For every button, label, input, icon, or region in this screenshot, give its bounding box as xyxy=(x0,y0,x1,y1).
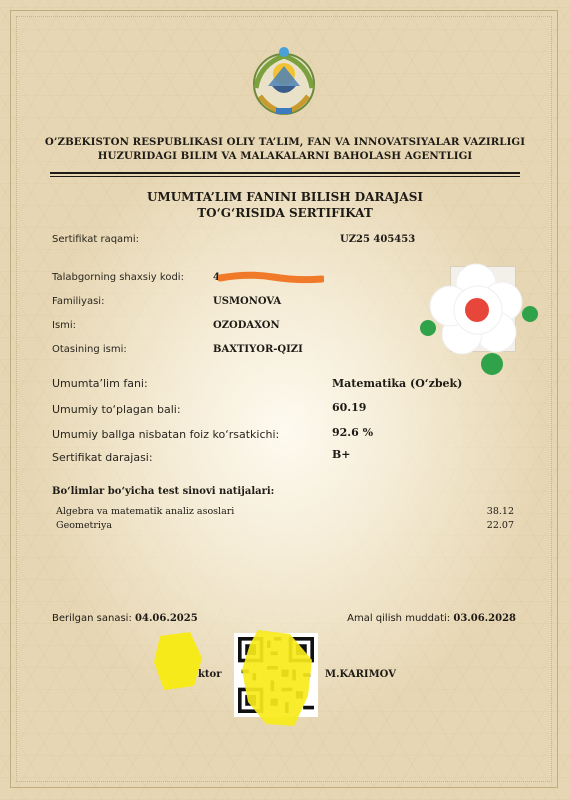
patronymic-label: Otasining ismi: xyxy=(52,344,127,355)
certificate-number-label: Sertifikat raqami: xyxy=(52,234,140,245)
total-score-value: 60.19 xyxy=(332,401,367,414)
section-row xyxy=(56,520,514,531)
section-row xyxy=(56,506,514,517)
header-divider-thick xyxy=(50,172,520,174)
surname-label: Familiyasi: xyxy=(52,296,105,307)
personal-code-value: 4 xyxy=(213,272,220,283)
validity-date xyxy=(347,613,516,624)
patronymic-value: BAXTIYOR-QIZI xyxy=(213,344,303,355)
percentage-label: Umumiy ballga nisbatan foiz ko‘rsatkichi: xyxy=(52,428,280,441)
sections-heading: Bo‘limlar bo‘yicha test sinovi natijalari: xyxy=(52,486,275,497)
header-divider-thin xyxy=(50,176,520,177)
issue-date-label: Berilgan sanasi: xyxy=(52,613,132,624)
certificate-grade-value: B+ xyxy=(332,448,351,461)
issue-date-value: 04.06.2025 xyxy=(135,613,198,624)
personal-code-label: Talabgorning shaxsiy kodi: xyxy=(52,272,184,283)
director-name: M.KARIMOV xyxy=(325,669,396,680)
state-emblem-icon xyxy=(246,44,322,120)
ministry-name-line2: HUZURIDAGI BILIM VA MALAKALARNI BAHOLASH AGENTLIGI xyxy=(97,150,473,162)
validity-date-value: 03.06.2028 xyxy=(453,613,516,624)
signature-redaction xyxy=(150,628,206,694)
certificate-grade-label: Sertifikat darajasi: xyxy=(52,451,153,464)
qr-redaction xyxy=(238,626,318,730)
subject-label: Umumta’lim fani: xyxy=(52,377,148,390)
director-label: ktor xyxy=(198,669,222,680)
flower-sticker-icon xyxy=(416,262,542,382)
certificate-title-line2: TO‘G‘RISIDA SERTIFIKAT xyxy=(197,206,373,220)
section-score: 22.07 xyxy=(486,520,514,531)
validity-date-label: Amal qilish muddati: xyxy=(347,613,451,624)
name-value: OZODAXON xyxy=(213,320,280,331)
personal-code-redaction xyxy=(218,270,324,286)
certificate-number-value: UZ25 405453 xyxy=(340,234,416,245)
percentage-value: 92.6 % xyxy=(332,426,374,439)
ministry-name-line1: O’ZBEKISTON RESPUBLIKASI OLIY TA’LIM, FAN VA INNOVATSIYALAR VAZIRLIGI xyxy=(44,136,526,148)
subject-value: Matematika (O‘zbek) xyxy=(332,377,463,390)
issue-date xyxy=(52,613,198,624)
certificate-title-line1: UMUMTA’LIM FANINI BILISH DARAJASI xyxy=(146,190,424,204)
surname-value: USMONOVA xyxy=(213,296,282,307)
total-score-label: Umumiy to‘plagan bali: xyxy=(52,403,181,416)
section-score: 38.12 xyxy=(486,506,514,517)
name-label: Ismi: xyxy=(52,320,77,331)
section-name: Geometriya xyxy=(56,520,112,531)
section-name: Algebra va matematik analiz asoslari xyxy=(56,506,235,517)
